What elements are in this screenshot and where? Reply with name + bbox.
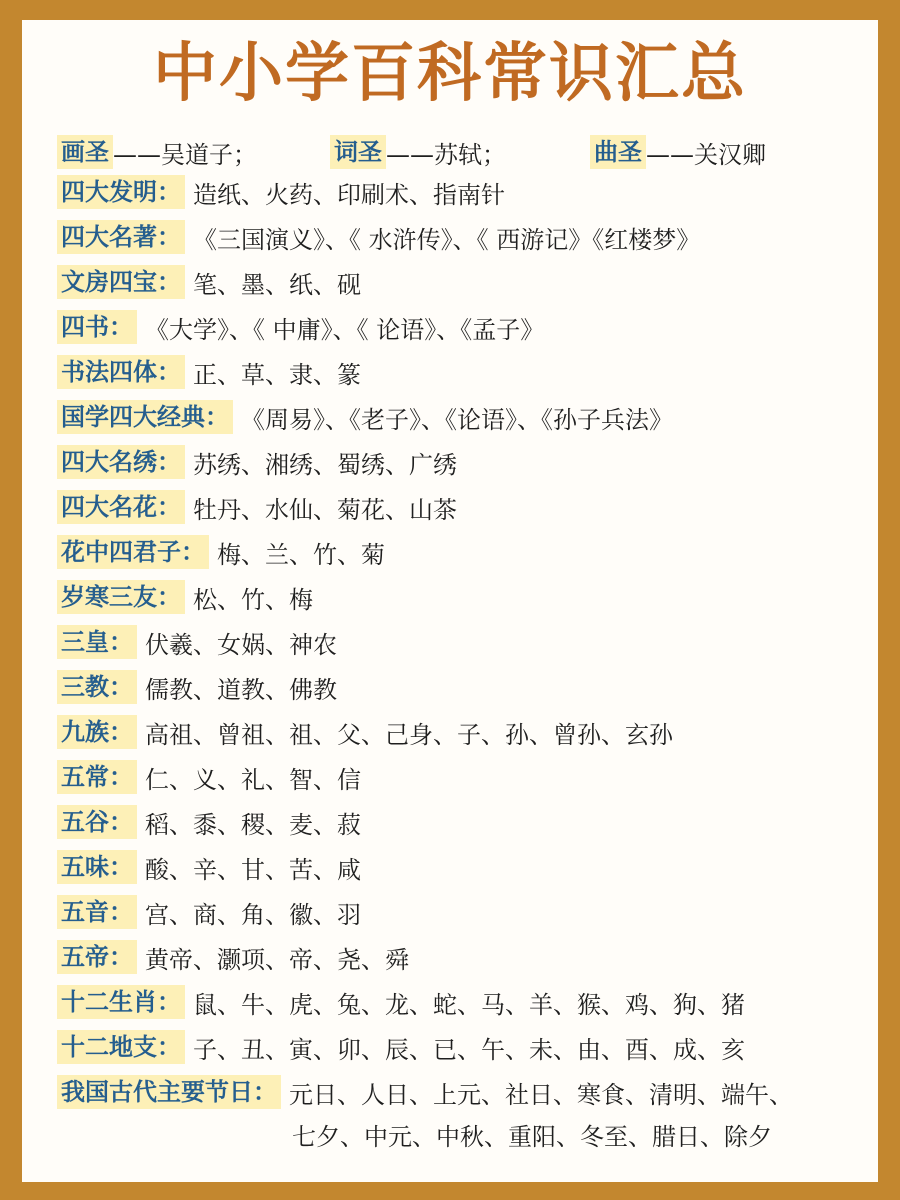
sages-row bbox=[57, 134, 766, 170]
entry-row bbox=[57, 309, 544, 345]
entry-row bbox=[57, 1029, 745, 1065]
entry-row bbox=[57, 714, 673, 750]
entry-text: 松、竹、梅 bbox=[193, 585, 313, 614]
entry-text: 造纸、火药、印刷术、指南针 bbox=[193, 180, 505, 209]
entry-label: 九族： bbox=[57, 715, 137, 749]
entry-text: ——关汉卿 bbox=[646, 140, 766, 169]
entry-text: 黄帝、灏项、帝、尧、舜 bbox=[145, 945, 409, 974]
entry-row bbox=[57, 759, 361, 795]
entry-text: 元日、人日、上元、社日、寒食、清明、端午、 bbox=[289, 1080, 793, 1109]
entry-label: 五味： bbox=[57, 850, 137, 884]
entry-text: 苏绣、湘绣、蜀绣、广绣 bbox=[193, 450, 457, 479]
entry-label: 曲圣 bbox=[590, 135, 646, 169]
entry-row bbox=[57, 354, 361, 390]
entry-text: 伏羲、女娲、神农 bbox=[145, 630, 337, 659]
entry-row bbox=[57, 669, 337, 705]
entry-row bbox=[57, 399, 673, 435]
entry-text: ——吴道子； bbox=[113, 140, 257, 169]
entry-row bbox=[57, 939, 409, 975]
entry-row bbox=[57, 489, 457, 525]
entry-text: 子、丑、寅、卯、辰、已、午、未、由、酉、成、亥 bbox=[193, 1035, 745, 1064]
entry-label: 词圣 bbox=[330, 135, 386, 169]
entry-label: 花中四君子： bbox=[57, 535, 209, 569]
entry-text: 《大学》、《 中庸》、《 论语》、《孟子》 bbox=[145, 315, 545, 344]
entry-row bbox=[57, 849, 361, 885]
entry-text: 宫、商、角、徽、羽 bbox=[145, 900, 361, 929]
entry-row bbox=[57, 1074, 793, 1110]
entry-label: 三教： bbox=[57, 670, 137, 704]
entry-text: 《周易》、《老子》、《论语》、《孙子兵法》 bbox=[241, 405, 673, 434]
entry-row bbox=[57, 264, 361, 300]
entry-row bbox=[57, 984, 745, 1020]
entry-label: 十二生肖： bbox=[57, 985, 185, 1019]
entry-row bbox=[57, 534, 385, 570]
entry-label: 五音： bbox=[57, 895, 137, 929]
entry-label: 四大名花： bbox=[57, 490, 185, 524]
entry-label: 画圣 bbox=[57, 135, 113, 169]
ci-poetry-sage bbox=[330, 135, 506, 170]
entry-text: 《三国演义》、《 水浒传》、《 西游记》《红楼梦》 bbox=[193, 225, 701, 254]
entry-row bbox=[57, 624, 337, 660]
entry-label: 书法四体： bbox=[57, 355, 185, 389]
entry-label: 四大名著： bbox=[57, 220, 185, 254]
qu-drama-sage bbox=[590, 135, 766, 170]
entry-label: 三皇： bbox=[57, 625, 137, 659]
entry-row bbox=[57, 579, 313, 615]
entry-row bbox=[57, 804, 361, 840]
entry-label: 我国古代主要节日： bbox=[57, 1075, 281, 1109]
entry-text: 笔、墨、纸、砚 bbox=[193, 270, 361, 299]
entry-label: 文房四宝： bbox=[57, 265, 185, 299]
festival-continued-text: 七夕、中元、中秋、重阳、冬至、腊日、除夕 bbox=[292, 1123, 772, 1151]
page-title: 中小学百科常识汇总 bbox=[153, 37, 747, 111]
entry-label: 十二地支： bbox=[57, 1030, 185, 1064]
entry-text: 鼠、牛、虎、兔、龙、蛇、马、羊、猴、鸡、狗、猪 bbox=[193, 990, 745, 1019]
entry-text: 稻、黍、稷、麦、菽 bbox=[145, 810, 361, 839]
entry-label: 五谷： bbox=[57, 805, 137, 839]
entry-label: 四书： bbox=[57, 310, 137, 344]
entry-text: 酸、辛、甘、苦、咸 bbox=[145, 855, 361, 884]
entry-row bbox=[57, 894, 361, 930]
entry-row bbox=[57, 444, 457, 480]
entry-label: 五常： bbox=[57, 760, 137, 794]
entry-row bbox=[57, 174, 505, 210]
entry-label: 国学四大经典： bbox=[57, 400, 233, 434]
entry-text: 正、草、隶、篆 bbox=[193, 360, 361, 389]
entry-label: 四大发明： bbox=[57, 175, 185, 209]
entry-label: 岁寒三友： bbox=[57, 580, 185, 614]
entry-text: ——苏轼； bbox=[386, 140, 506, 169]
entry-text: 梅、兰、竹、菊 bbox=[217, 540, 385, 569]
entry-text: 仁、义、礼、智、信 bbox=[145, 765, 361, 794]
painting-sage bbox=[57, 135, 257, 170]
entry-label: 五帝： bbox=[57, 940, 137, 974]
entry-text: 儒教、道教、佛教 bbox=[145, 675, 337, 704]
entry-text: 高祖、曾祖、祖、父、己身、子、孙、曾孙、玄孙 bbox=[145, 720, 673, 749]
entry-row bbox=[57, 219, 700, 255]
entry-text: 牡丹、水仙、菊花、山茶 bbox=[193, 495, 457, 524]
entry-label: 四大名绣： bbox=[57, 445, 185, 479]
